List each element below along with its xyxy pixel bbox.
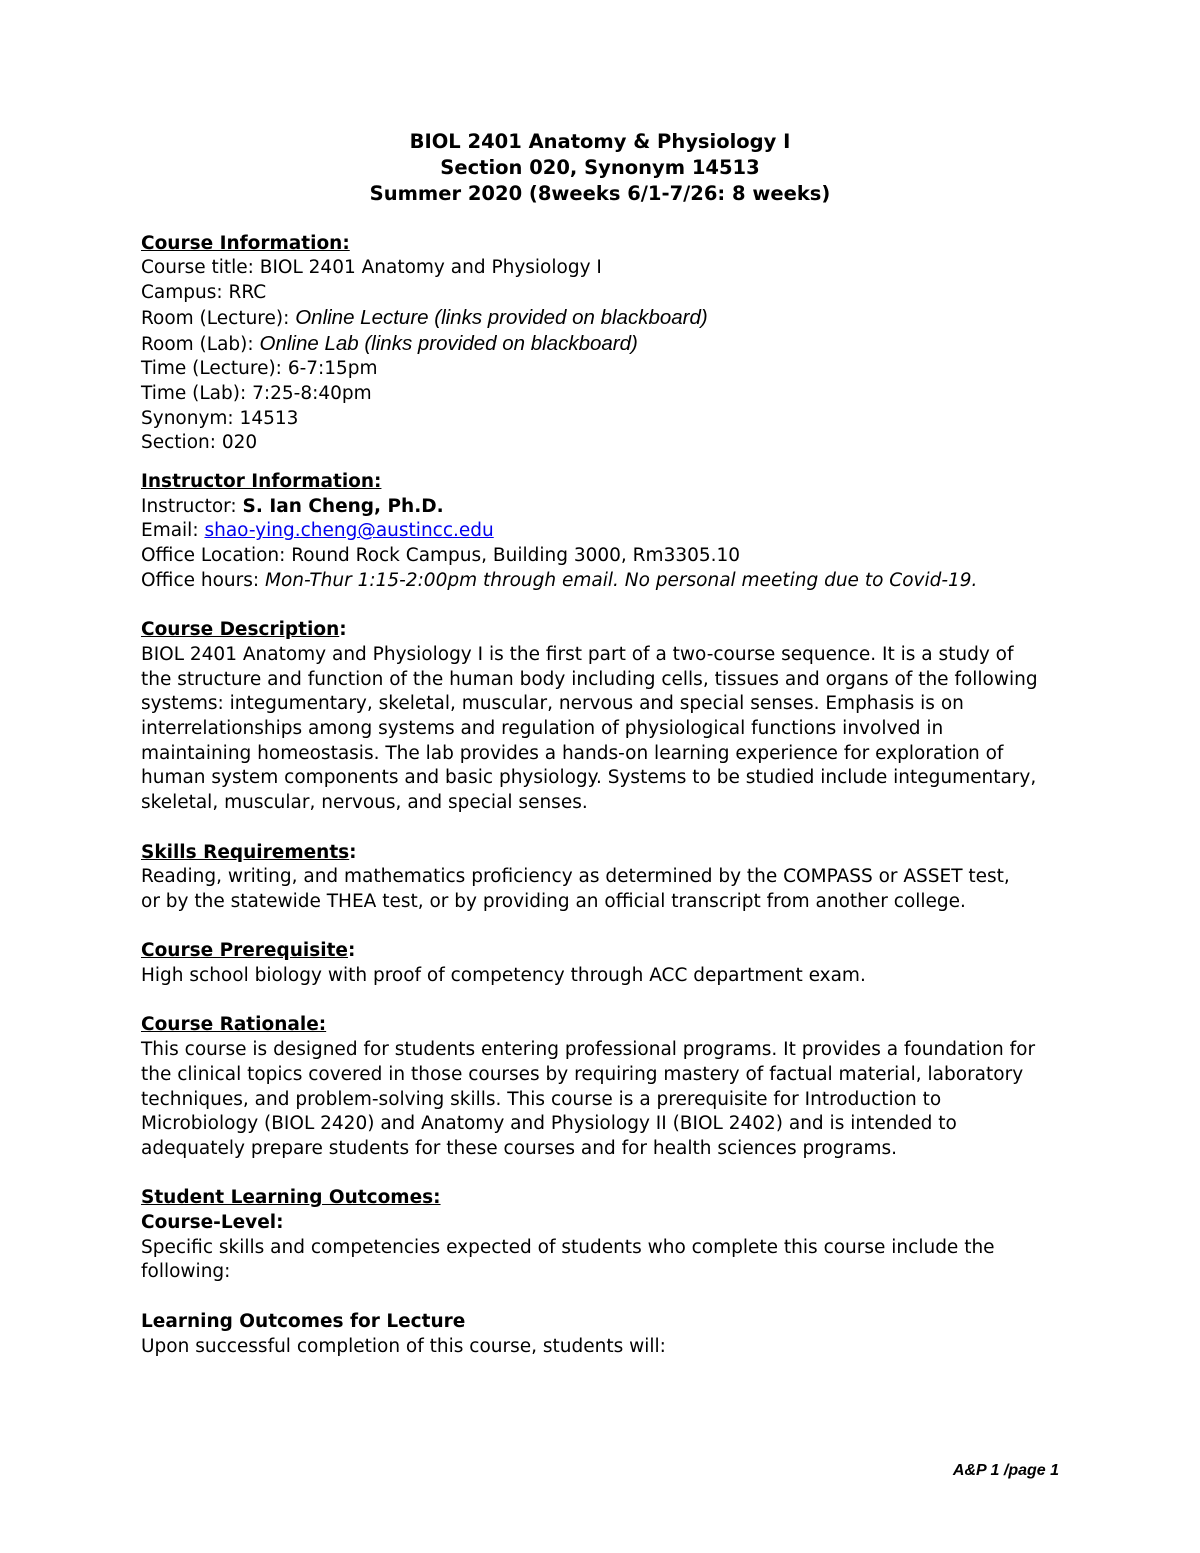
time-lecture-row xyxy=(141,357,1071,382)
time-lecture-label: Time (Lecture): xyxy=(141,358,288,380)
skills-requirements-text xyxy=(141,865,1071,914)
synonym-label: Synonym: xyxy=(141,407,240,429)
course-description-line: systems: integumentary, skeletal, muscular, nervous and special senses. Emphasis is on xyxy=(141,693,964,715)
course-description-line: skeletal, muscular, nervous, and special senses. xyxy=(141,792,588,814)
room-lab-value: Online Lab (links provided on blackboard) xyxy=(259,331,638,355)
course-title-row xyxy=(141,256,1071,281)
office-hours-label: Office hours: xyxy=(141,569,266,591)
time-lab-row xyxy=(141,382,1071,407)
course-rationale-line: Microbiology (BIOL 2420) and Anatomy and Physiology II (BIOL 2402) and is intended to xyxy=(141,1113,957,1135)
course-information-heading: Course Information: xyxy=(141,232,350,254)
time-lab-value: 7:25-8:40pm xyxy=(252,382,372,404)
office-hours-row xyxy=(141,569,1071,594)
course-rationale-line: This course is designed for students entering professional programs. It provides a foundation for xyxy=(141,1039,1036,1061)
office-hours-value: Mon-Thur 1:15-2:00pm through email. No personal meeting due to Covid-19. xyxy=(265,569,978,591)
course-description-heading-row: Course Description: xyxy=(141,619,347,641)
section-label: Section: xyxy=(141,432,222,454)
document-content xyxy=(141,129,1071,1359)
course-level-line: Specific skills and competencies expected of students who complete this course include the xyxy=(141,1236,995,1258)
skills-requirements-heading: Skills Requirements xyxy=(141,841,350,863)
course-description-line: BIOL 2401 Anatomy and Physiology I is the first part of a two-course sequence. It is a study of xyxy=(141,643,1014,665)
course-description-line: human system components and basic physiology. Systems to be studied include integumentary, xyxy=(141,767,1037,789)
section-value: 020 xyxy=(221,432,258,454)
office-location-value: Round Rock Campus, Building 3000, Rm3305.10 xyxy=(291,545,741,567)
room-lecture-row xyxy=(141,306,1071,332)
skills-requirements-line: or by the statewide THEA test, or by providing an official transcript from another college. xyxy=(141,890,966,912)
email-label: Email: xyxy=(141,520,205,542)
course-level-text xyxy=(141,1236,1071,1285)
instructor-row xyxy=(141,495,1071,520)
course-prerequisite-heading-row: Course Prerequisite: xyxy=(141,940,356,962)
course-prerequisite-line: High school biology with proof of competency through ACC department exam. xyxy=(141,965,866,987)
campus-row xyxy=(141,281,1071,306)
course-level-heading: Course-Level: xyxy=(141,1212,284,1234)
lecture-outcomes-intro: Upon successful completion of this course, students will: xyxy=(141,1335,666,1357)
course-description-line: maintaining homeostasis. The lab provides a hands-on learning experience for exploration of xyxy=(141,742,1004,764)
course-prerequisite-text xyxy=(141,964,1071,989)
course-level-line: following: xyxy=(141,1261,231,1283)
course-description-text xyxy=(141,643,1071,816)
course-description-heading: Course Description xyxy=(141,619,340,641)
course-rationale-heading: Course Rationale: xyxy=(141,1014,327,1036)
room-lecture-value: Online Lecture (links provided on blackboard) xyxy=(295,305,708,329)
instructor-information-heading: Instructor Information: xyxy=(141,471,382,493)
title-course: BIOL 2401 Anatomy & Physiology I xyxy=(409,130,791,153)
skills-requirements-line: Reading, writing, and mathematics proficiency as determined by the COMPASS or ASSET test, xyxy=(141,866,1010,888)
page-footer: A&P 1 /page 1 xyxy=(952,1462,1059,1479)
room-lab-label: Room (Lab): xyxy=(141,333,260,355)
title-term: Summer 2020 (8weeks 6/1-7/26: 8 weeks) xyxy=(369,182,831,205)
campus-value: RRC xyxy=(228,282,267,304)
course-title-label: Course title: xyxy=(141,257,260,279)
course-rationale-line: the clinical topics covered in those courses by requiring mastery of factual material, laboratory xyxy=(141,1063,1024,1085)
email-row xyxy=(141,519,1071,544)
campus-label: Campus: xyxy=(141,282,229,304)
time-lecture-value: 6-7:15pm xyxy=(287,358,378,380)
room-lecture-label: Room (Lecture): xyxy=(141,307,296,329)
course-description-line: the structure and function of the human body including cells, tissues and organs of the following xyxy=(141,668,1038,690)
email-link[interactable]: shao-ying.cheng@austincc.edu xyxy=(204,520,494,542)
document-title xyxy=(129,129,1071,207)
office-location-label: Office Location: xyxy=(141,545,292,567)
time-lab-label: Time (Lab): xyxy=(141,382,253,404)
title-section: Section 020, Synonym 14513 xyxy=(440,156,760,179)
lecture-outcomes-heading: Learning Outcomes for Lecture xyxy=(141,1310,466,1332)
instructor-name: S. Ian Cheng, Ph.D. xyxy=(242,495,444,517)
course-rationale-line: adequately prepare students for these courses and for health sciences programs. xyxy=(141,1137,897,1159)
synonym-row xyxy=(141,407,1071,432)
course-title-value: BIOL 2401 Anatomy and Physiology I xyxy=(259,257,602,279)
course-description-line: interrelationships among systems and regulation of physiological functions involved in xyxy=(141,718,944,740)
office-location-row xyxy=(141,544,1071,569)
skills-requirements-heading-row: Skills Requirements: xyxy=(141,841,357,863)
course-rationale-text xyxy=(141,1038,1071,1162)
course-rationale-line: techniques, and problem-solving skills. This course is a prerequisite for Introduction to xyxy=(141,1088,942,1110)
learning-outcomes-heading: Student Learning Outcomes: xyxy=(141,1187,441,1209)
section-row xyxy=(141,431,1071,456)
instructor-label: Instructor: xyxy=(141,495,243,517)
synonym-value: 14513 xyxy=(239,407,299,429)
course-prerequisite-heading: Course Prerequisite xyxy=(141,940,348,962)
room-lab-row xyxy=(141,332,1071,358)
